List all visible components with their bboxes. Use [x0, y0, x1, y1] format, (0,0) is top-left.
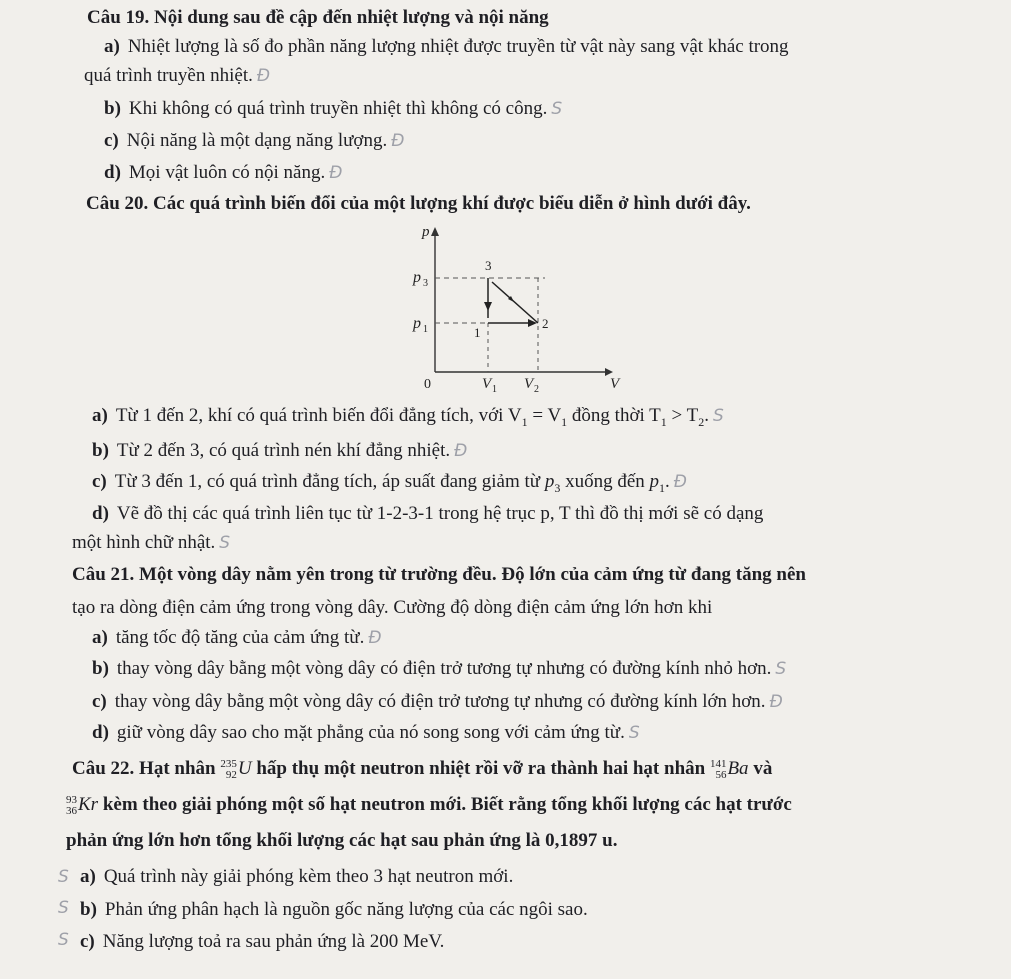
symbol: p — [649, 471, 660, 492]
process-3-1-arrow — [484, 302, 492, 311]
option-label: b) — [92, 440, 109, 461]
option-label: b) — [80, 899, 97, 920]
question-21-title-cont: tạo ra dòng điện cảm ứng trong vòng dây. Cường độ dòng điện cảm ứng lớn hơn khi — [72, 597, 713, 618]
subscript: 2 — [698, 414, 705, 429]
q22-option-c — [80, 930, 444, 954]
option-label: c) — [80, 931, 95, 952]
q19-option-c — [104, 129, 404, 153]
mass-number: 235 — [220, 757, 237, 770]
mass-number: 93 — [66, 793, 77, 806]
handwritten-mark: S — [58, 898, 69, 918]
option-text: . — [704, 405, 710, 426]
subscript: 1 — [659, 480, 666, 495]
q22-option-b — [80, 898, 588, 922]
question-21-title: Câu 21. Một vòng dây nằm yên trong từ trường đều. Độ lớn của cảm ứng từ đang tăng nên — [72, 564, 806, 585]
subscript: 1 — [521, 414, 528, 429]
option-label: d) — [92, 503, 109, 524]
option-text: . — [665, 471, 670, 492]
option-label: d) — [92, 722, 109, 743]
option-label: a) — [104, 36, 120, 57]
option-text: Từ 2 đến 3, có quá trình nén khí đẳng nhiệt. — [116, 440, 451, 461]
q19-option-a-cont — [84, 64, 270, 88]
option-text: Phản ứng phân hạch là nguồn gốc năng lượng của các ngôi sao. — [104, 899, 588, 920]
v-axis-label: V — [610, 376, 620, 392]
q21-option-d — [92, 721, 640, 745]
handwritten-mark: S — [58, 867, 69, 887]
q22-option-a — [80, 865, 513, 889]
handwritten-mark: S — [58, 930, 69, 950]
element-symbol: U — [237, 758, 252, 779]
symbol: p — [544, 471, 555, 492]
q20-option-d — [92, 502, 763, 526]
handwritten-mark: Đ — [391, 131, 405, 151]
atomic-number: 36 — [66, 804, 77, 817]
option-text: đồng thời T — [567, 405, 661, 426]
point-2-label: 2 — [542, 316, 549, 331]
option-text: Năng lượng toả ra sau phản ứng là 200 MeV. — [102, 931, 445, 952]
subscript: 3 — [554, 480, 561, 495]
element-symbol: Kr — [78, 794, 99, 815]
option-label: b) — [92, 658, 109, 679]
p3-label: p — [413, 269, 421, 286]
question-22-line2 — [66, 793, 792, 817]
nuclide-ba141 — [710, 757, 749, 781]
atomic-number: 56 — [715, 768, 727, 781]
handwritten-mark: S — [219, 533, 231, 553]
option-text: Nhiệt lượng là số đo phần năng lượng nhiệt được truyền từ vật này sang vật khác trong — [127, 36, 789, 57]
p1-label: p — [413, 315, 421, 332]
question-22-line3: phản ứng lớn hơn tổng khối lượng các hạt sau phản ứng là 0,1897 u. — [66, 830, 618, 851]
option-text: một hình chữ nhật. — [72, 532, 216, 553]
option-text: = V — [527, 405, 562, 426]
nuclide-u235 — [220, 757, 251, 781]
handwritten-mark: Đ — [368, 628, 382, 648]
subscript: 1 — [660, 414, 667, 429]
handwritten-mark: Đ — [454, 441, 468, 461]
atomic-number: 92 — [225, 768, 237, 781]
option-text: Mọi vật luôn có nội năng. — [128, 162, 326, 183]
v1-sub: 1 — [492, 384, 497, 395]
question-text: kèm theo giải phóng một số hạt neutron mới. Biết rằng tổng khối lượng các hạt trước — [102, 794, 792, 815]
origin-label: 0 — [424, 377, 431, 392]
option-text: Quá trình này giải phóng kèm theo 3 hạt neutron mới. — [103, 866, 514, 887]
option-text: tăng tốc độ tăng của cảm ứng từ. — [115, 627, 365, 648]
option-text: Từ 1 đến 2, khí có quá trình biến đổi đẳng tích, với V — [115, 405, 522, 426]
option-text: thay vòng dây bằng một vòng dây có điện trở tương tự nhưng có đường kính nhỏ hơn. — [116, 658, 772, 679]
subscript: 1 — [561, 414, 568, 429]
handwritten-mark: S — [551, 99, 563, 119]
p1-sub: 1 — [423, 324, 428, 335]
handwritten-mark: Đ — [673, 472, 687, 492]
q20-option-c — [92, 470, 687, 500]
point-3-label: 3 — [485, 258, 492, 273]
q19-option-a — [104, 35, 789, 59]
question-20-title: Câu 20. Các quá trình biến đổi của một lượng khí được biểu diễn ở hình dưới đây. — [86, 193, 751, 214]
question-19-title: Câu 19. Nội dung sau đề cập đến nhiệt lượng và nội năng — [87, 7, 549, 28]
v1-label: V — [482, 376, 492, 392]
q20-option-a — [92, 404, 724, 434]
option-text: giữ vòng dây sao cho mặt phẳng của nó song song với cảm ứng từ. — [116, 722, 625, 743]
option-label: a) — [80, 866, 96, 887]
option-label: a) — [92, 405, 108, 426]
question-text: hấp thụ một neutron nhiệt rồi vỡ ra thành hai hạt nhân — [256, 758, 706, 779]
option-text: Vẽ đồ thị các quá trình liên tục từ 1-2-3-1 trong hệ trục p, T thì đồ thị mới sẽ có dạng — [116, 503, 764, 524]
option-label: c) — [92, 691, 107, 712]
p3-sub: 3 — [423, 278, 428, 289]
question-label: Câu 22. Hạt nhân — [72, 758, 216, 779]
option-text: thay vòng dây bằng một vòng dây có điện trở tương tự nhưng có đường kính lớn hơn. — [114, 691, 766, 712]
q21-option-c — [92, 690, 783, 714]
handwritten-mark: S — [775, 659, 787, 679]
option-label: c) — [104, 130, 119, 151]
option-label: c) — [92, 471, 107, 492]
option-text: Khi không có quá trình truyền nhiệt thì không có công. — [128, 98, 548, 119]
mass-number: 141 — [709, 757, 727, 770]
option-label: b) — [104, 98, 121, 119]
q21-option-b — [92, 657, 786, 681]
q20-option-b — [92, 439, 467, 463]
option-text: xuống đến — [560, 471, 650, 492]
point-1-label: 1 — [474, 325, 481, 340]
v-axis-arrow — [605, 368, 613, 376]
handwritten-mark: S — [628, 723, 640, 743]
v2-label: V — [524, 376, 534, 392]
handwritten-mark: S — [713, 406, 724, 426]
process-2-3 — [492, 282, 538, 323]
handwritten-mark: Đ — [329, 163, 343, 183]
option-text: > T — [666, 405, 699, 426]
pv-diagram — [400, 220, 630, 395]
nuclide-kr93 — [66, 793, 98, 817]
option-text: Nội năng là một dạng năng lượng. — [126, 130, 388, 151]
p-axis-label: p — [422, 224, 430, 240]
handwritten-mark: Đ — [769, 692, 783, 712]
q21-option-a — [92, 626, 382, 650]
q19-option-b — [104, 97, 562, 121]
element-symbol: Ba — [727, 758, 749, 779]
q20-option-d-cont — [72, 531, 230, 555]
option-text: Từ 3 đến 1, có quá trình đẳng tích, áp suất đang giảm từ — [114, 471, 545, 492]
p-axis-arrow — [431, 227, 439, 236]
question-22-title — [72, 757, 772, 781]
question-text: và — [753, 758, 773, 779]
v2-sub: 2 — [534, 384, 539, 395]
handwritten-mark: Đ — [256, 66, 271, 86]
q19-option-d — [104, 161, 342, 185]
option-text: quá trình truyền nhiệt. — [84, 65, 253, 86]
option-label: a) — [92, 627, 108, 648]
option-label: d) — [104, 162, 121, 183]
